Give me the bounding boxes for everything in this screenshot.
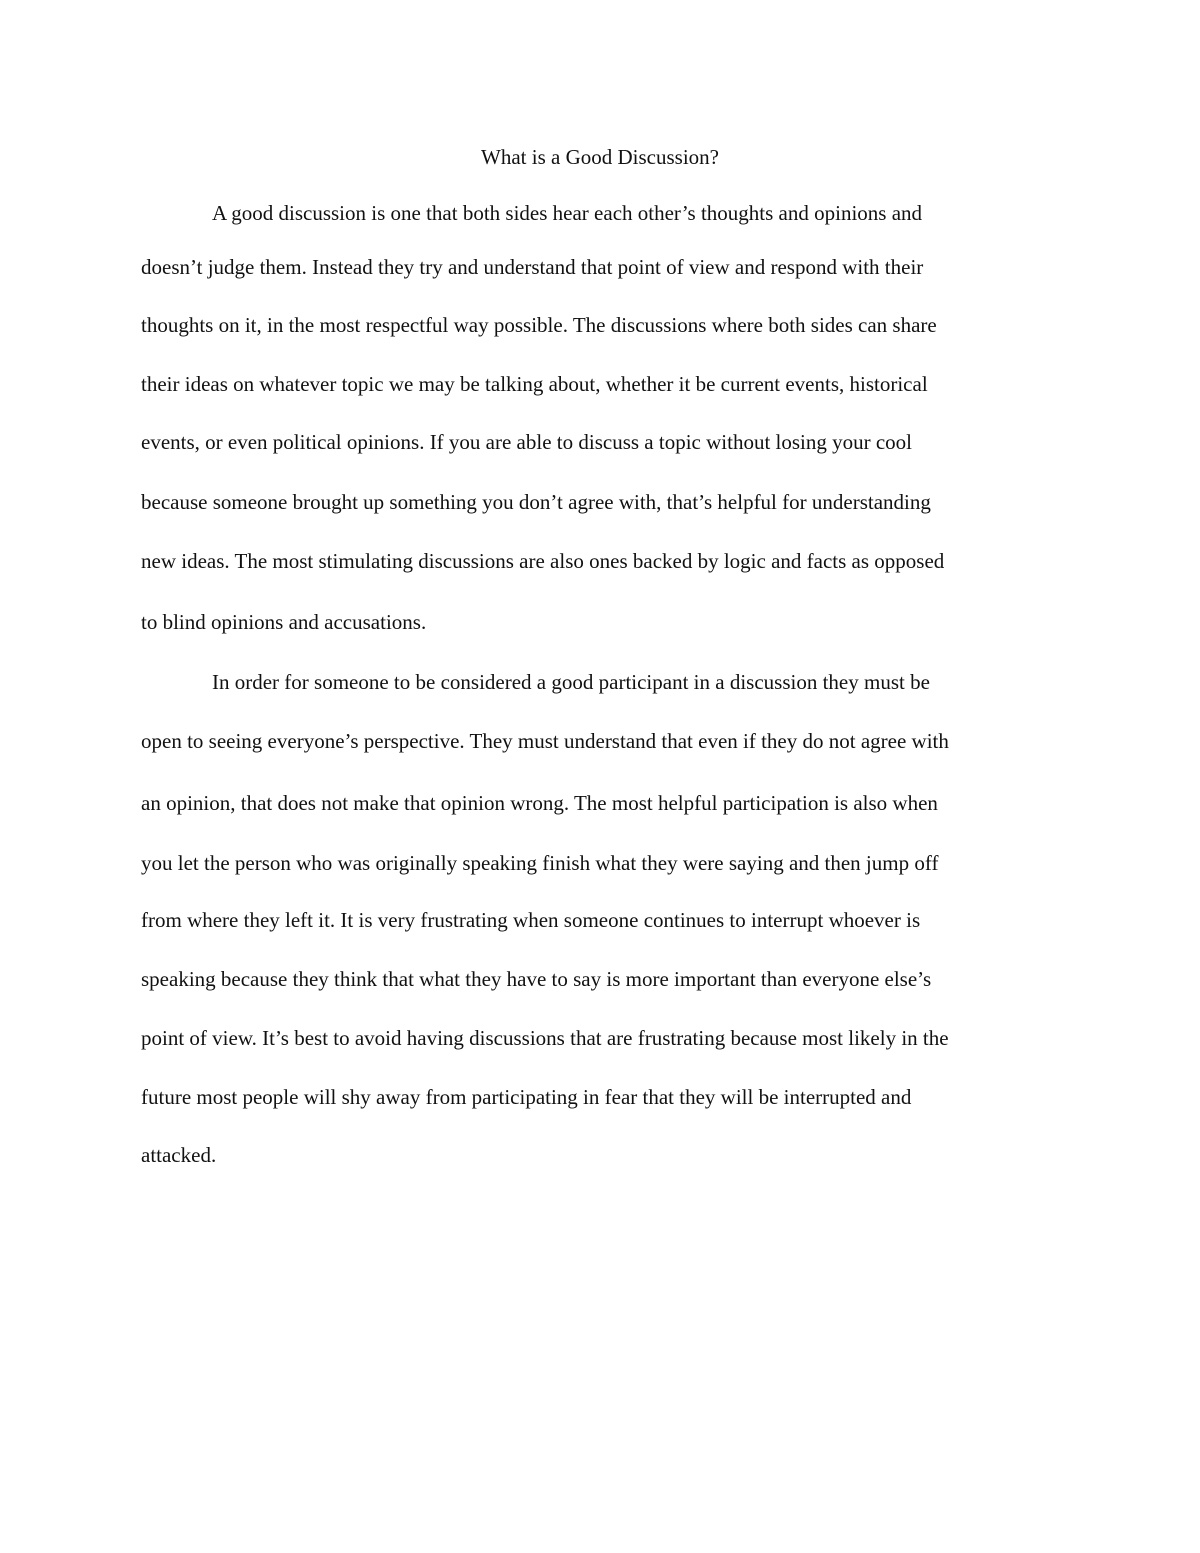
paragraph-line: future most people will shy away from participating in fear that they will be interrupted and (141, 1085, 912, 1109)
paragraph-line: to blind opinions and accusations. (141, 610, 427, 634)
paragraph-line: doesn’t judge them. Instead they try and understand that point of view and respond with their (141, 255, 924, 279)
paragraph-line: open to seeing everyone’s perspective. They must understand that even if they do not agree with (141, 729, 949, 753)
paragraph-line: new ideas. The most stimulating discussions are also ones backed by logic and facts as opposed (141, 549, 945, 573)
paragraph-line: an opinion, that does not make that opinion wrong. The most helpful participation is also when (141, 791, 938, 815)
paragraph-line: because someone brought up something you don’t agree with, that’s helpful for understanding (141, 490, 931, 514)
paragraph-line: you let the person who was originally speaking finish what they were saying and then jump off (141, 851, 939, 875)
paragraph-line: their ideas on whatever topic we may be talking about, whether it be current events, historical (141, 372, 928, 396)
paragraph-line: from where they left it. It is very frustrating when someone continues to interrupt whoever is (141, 908, 921, 932)
paragraph-line: events, or even political opinions. If you are able to discuss a topic without losing your cool (141, 430, 913, 454)
paragraph-line: point of view. It’s best to avoid having discussions that are frustrating because most likely in the (141, 1026, 949, 1050)
document-title: What is a Good Discussion? (481, 145, 719, 169)
paragraph-line: attacked. (141, 1143, 217, 1167)
paragraph-line: A good discussion is one that both sides hear each other’s thoughts and opinions and (212, 201, 923, 225)
paragraph-line: speaking because they think that what they have to say is more important than everyone else’s (141, 967, 932, 991)
paragraph-line: In order for someone to be considered a good participant in a discussion they must be (212, 670, 930, 694)
paragraph-line: thoughts on it, in the most respectful way possible. The discussions where both sides can share (141, 313, 937, 337)
